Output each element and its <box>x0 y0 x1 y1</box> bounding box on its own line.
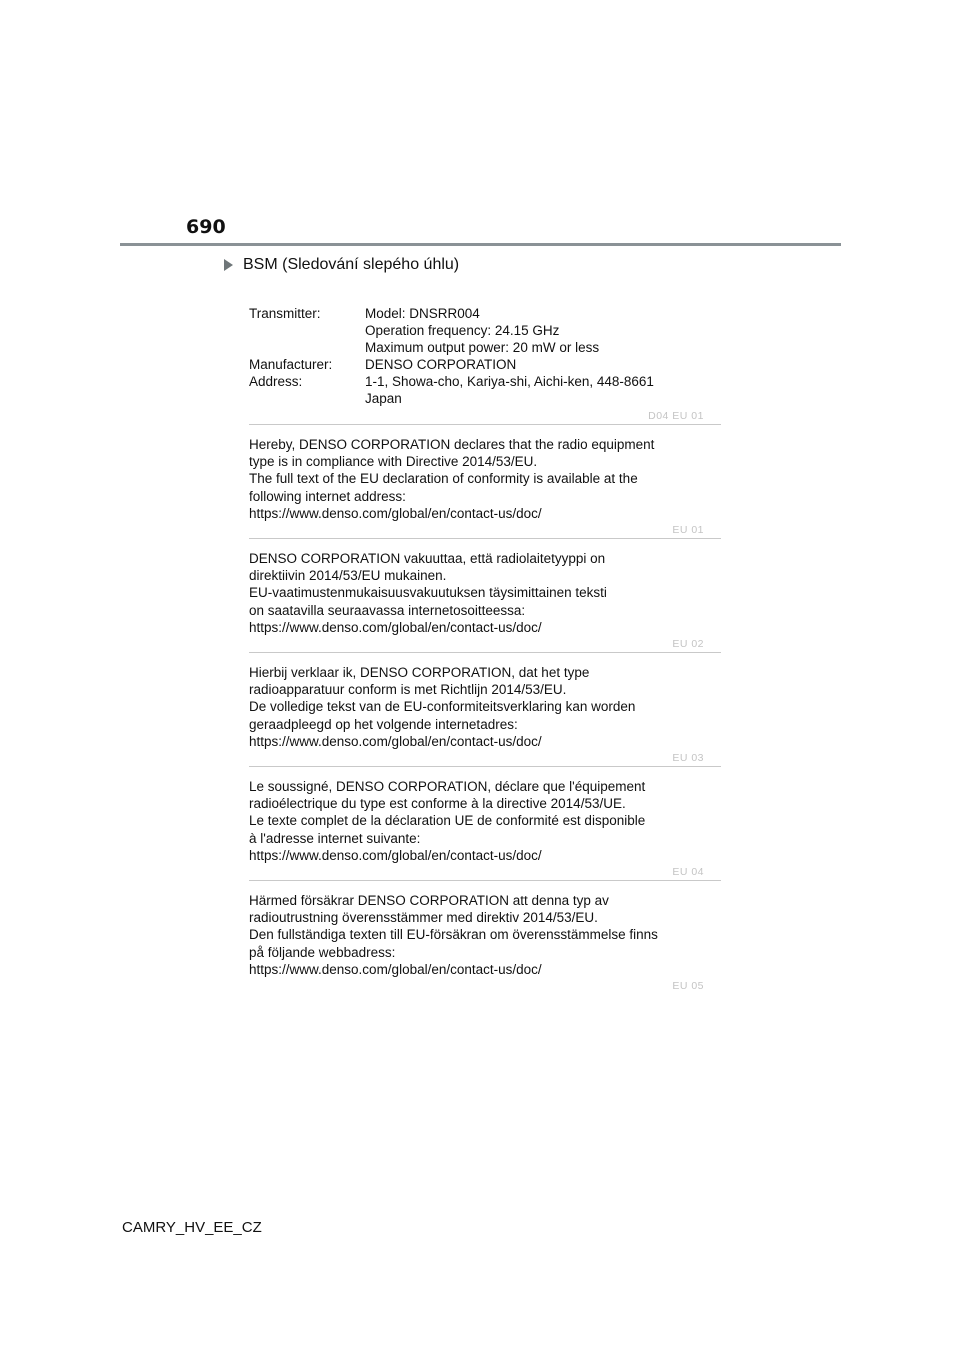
spec-row <box>249 390 721 407</box>
spec-table <box>249 305 721 407</box>
spec-label: Transmitter: <box>249 306 321 321</box>
page-number: 690 <box>186 216 226 238</box>
section-divider <box>249 766 721 767</box>
declaration-url: https://www.denso.com/global/en/contact-us/doc/ <box>249 619 542 635</box>
spec-label: Manufacturer: <box>249 357 333 372</box>
declaration-line: Le soussigné, DENSO CORPORATION, déclare que l'équipement <box>249 779 646 794</box>
declaration-line: The full text of the EU declaration of conformity is available at the <box>249 471 638 487</box>
spec-label <box>249 390 365 407</box>
section-code: EU 01 <box>672 524 704 536</box>
declaration-line: på följande webbadress: <box>249 944 396 960</box>
triangle-bullet-icon <box>224 259 233 271</box>
declaration-url: https://www.denso.com/global/en/contact-us/doc/ <box>249 733 542 749</box>
declaration-line: radioapparatuur conform is met Richtlijn 2014/53/EU. <box>249 682 567 698</box>
declaration-block-nl <box>249 664 721 750</box>
section-code: D04 EU 01 <box>648 410 704 422</box>
declaration-line: type is in compliance with Directive 2014/53/EU. <box>249 454 538 470</box>
spec-value: Maximum output power: 20 mW or less <box>365 340 600 355</box>
declaration-line: Le texte complet de la déclaration UE de conformité est disponible <box>249 813 646 829</box>
spec-label <box>249 339 365 356</box>
spec-row <box>249 305 721 322</box>
section-divider <box>249 880 721 881</box>
declaration-block-en <box>249 436 721 522</box>
declaration-line: De volledige tekst van de EU-conformiteitsverklaring kan worden <box>249 699 636 715</box>
declaration-line: direktiivin 2014/53/EU mukainen. <box>249 568 447 584</box>
declaration-line: radioélectrique du type est conforme à la directive 2014/53/UE. <box>249 796 626 812</box>
declaration-line: Hereby, DENSO CORPORATION declares that the radio equipment <box>249 437 655 452</box>
section-code: EU 05 <box>672 980 704 992</box>
spec-row <box>249 322 721 339</box>
section-divider <box>249 538 721 539</box>
spec-label: Address: <box>249 374 303 389</box>
section-divider <box>249 652 721 653</box>
section-code: EU 04 <box>672 866 704 878</box>
declaration-line: following internet address: <box>249 488 406 504</box>
section-heading-text: BSM (Sledování slepého úhlu) <box>243 256 460 273</box>
spec-label <box>249 322 365 339</box>
declaration-line: radioutrustning överensstämmer med direktiv 2014/53/EU. <box>249 910 598 926</box>
spec-row <box>249 373 721 390</box>
spec-value: Model: DNSRR004 <box>365 306 480 321</box>
spec-value: Operation frequency: 24.15 GHz <box>365 323 560 338</box>
section-heading <box>220 256 459 274</box>
declaration-block-fi <box>249 550 721 636</box>
section-code: EU 02 <box>672 638 704 650</box>
declaration-line: Den fullständiga texten till EU-försäkran om överensstämmelse finns <box>249 927 658 943</box>
spec-value: DENSO CORPORATION <box>365 357 517 372</box>
spec-row <box>249 339 721 356</box>
spec-value: 1-1, Showa-cho, Kariya-shi, Aichi-ken, 448-8661 <box>365 374 654 389</box>
declaration-line: à l'adresse internet suivante: <box>249 830 421 846</box>
declaration-line: DENSO CORPORATION vakuuttaa, että radiolaitetyyppi on <box>249 551 606 566</box>
section-divider <box>249 424 721 425</box>
spec-row <box>249 356 721 373</box>
declaration-line: Hierbij verklaar ik, DENSO CORPORATION, dat het type <box>249 665 590 680</box>
declaration-line: geraadpleegd op het volgende internetadres: <box>249 716 518 732</box>
declaration-url: https://www.denso.com/global/en/contact-us/doc/ <box>249 847 542 863</box>
header-rule <box>120 243 841 246</box>
declaration-block-fr <box>249 778 721 864</box>
declaration-block-sv <box>249 892 721 978</box>
declaration-line: on saatavilla seuraavassa internetosoitteessa: <box>249 602 526 618</box>
section-code: EU 03 <box>672 752 704 764</box>
declaration-url: https://www.denso.com/global/en/contact-us/doc/ <box>249 961 542 977</box>
footer-document-id: CAMRY_HV_EE_CZ <box>122 1219 262 1236</box>
declaration-url: https://www.denso.com/global/en/contact-us/doc/ <box>249 505 542 521</box>
declaration-line: Härmed försäkrar DENSO CORPORATION att denna typ av <box>249 893 609 908</box>
spec-value: Japan <box>365 391 402 406</box>
declaration-line: EU-vaatimustenmukaisuusvakuutuksen täysimittainen teksti <box>249 585 607 601</box>
